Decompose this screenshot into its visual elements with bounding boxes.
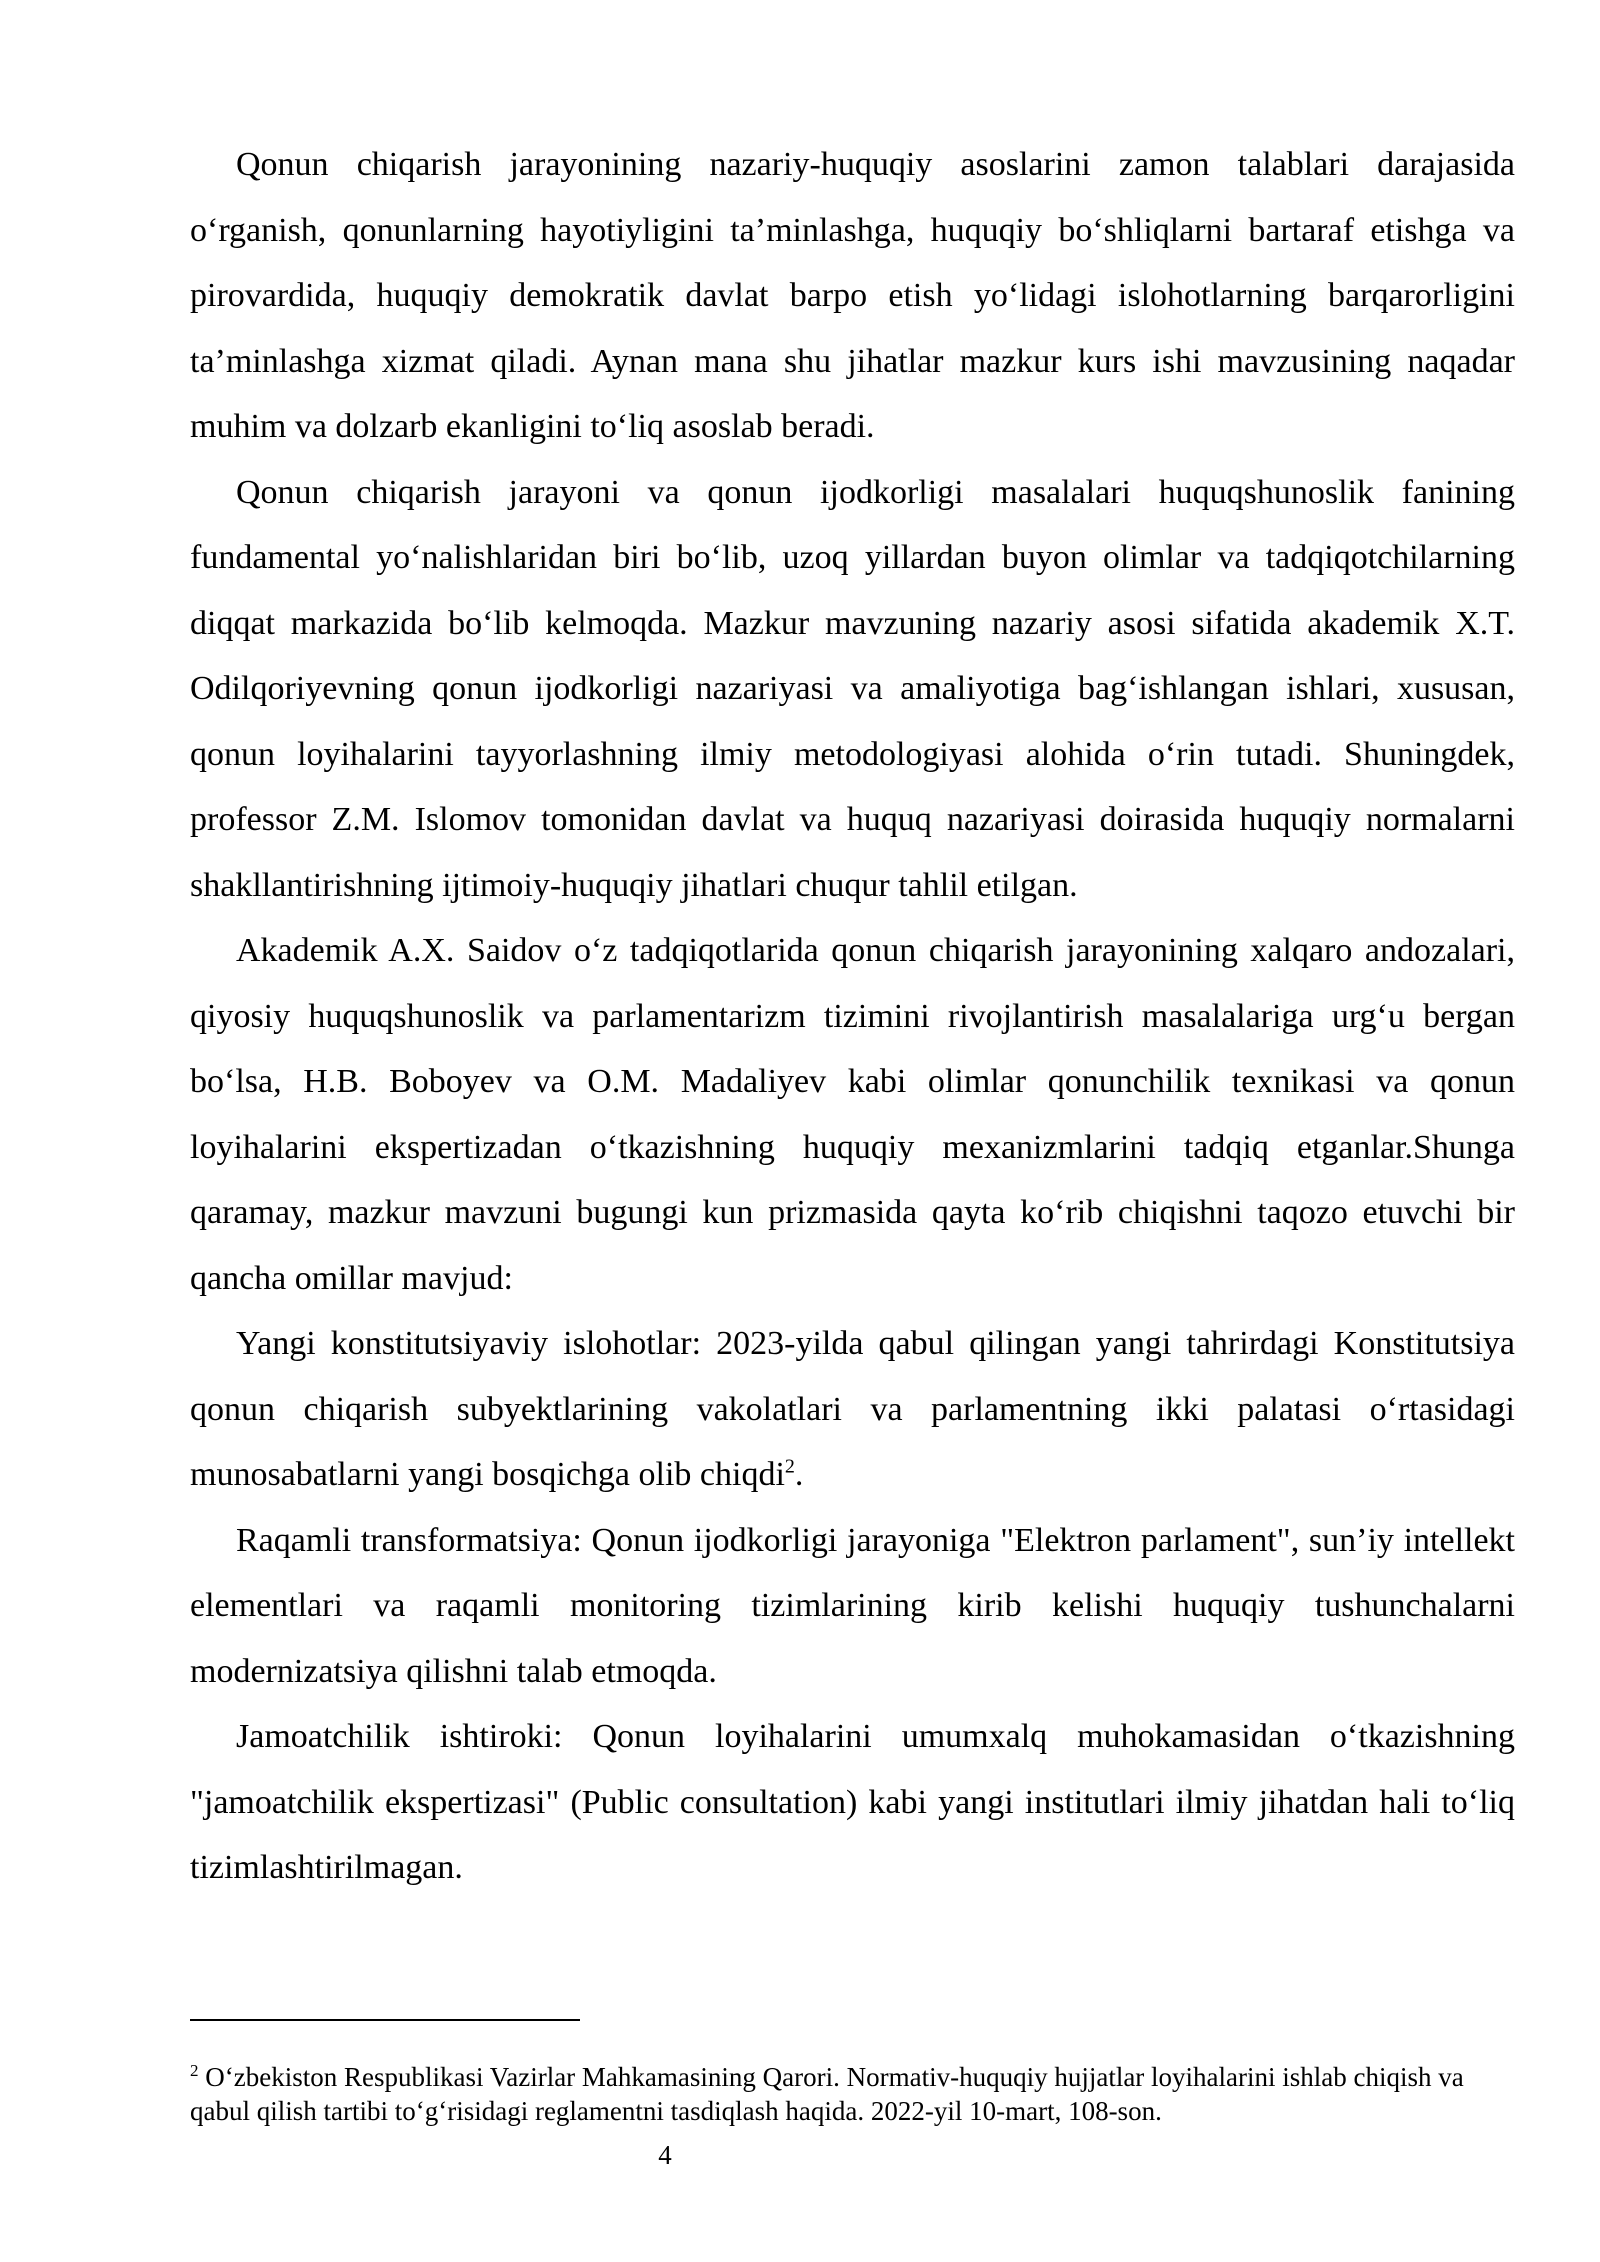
footnote-reference[interactable]: 2 <box>784 1455 795 1478</box>
paragraph-1 <box>190 132 1515 460</box>
paragraph-4-end: . <box>794 1456 804 1493</box>
paragraph-2-text: Qonun chiqarish jarayoni va qonun ijodkorligi masalalari huquqshunoslik fanining fundamental yoʻnalishlaridan biri boʻlib, uzoq yillardan buyon olimlar va tadqiqotchilarning diqqat markazida boʻlib kelmoqda. Mazkur mavzuning nazariy asosi sifatida akademik X.T. Odilqoriyevning qonun ijodkorligi nazariyasi va amaliyotiga bagʻishlangan ishlari, xususan, qonun loyihalarini tayyorlashning ilmiy metodologiyasi alohida oʻrin tutadi. Shuningdek, professor Z.M. Islomov tomonidan davlat va huquq nazariyasi doirasida huquqiy normalarni shakllantirishning ijtimoiy-huquqiy jihatlari chuqur tahlil etilgan. <box>190 473 1515 904</box>
body-text <box>190 132 1515 1901</box>
paragraph-5 <box>190 1508 1515 1705</box>
paragraph-4 <box>190 1311 1515 1508</box>
paragraph-6 <box>190 1704 1515 1901</box>
footnote-separator <box>190 2019 580 2021</box>
footnote-number: 2 <box>190 2061 199 2080</box>
paragraph-6-text: Jamoatchilik ishtiroki: Qonun loyihalarini umumxalq muhokamasidan oʻtkazishning "jamoatchilik ekspertizasi" (Public consultation) kabi yangi institutlari ilmiy jihatdan hali toʻliq tizimlashtirilmagan. <box>190 1718 1515 1886</box>
paragraph-3-text: Akademik A.X. Saidov oʻz tadqiqotlarida qonun chiqarish jarayonining xalqaro andozalari, qiyosiy huquqshunoslik va parlamentarizm tizimini rivojlantirish masalalariga urgʻu bergan boʻlsa, H.B. Boboyev va O.M. Madaliyev kabi olimlar qonunchilik texnikasi va qonun loyihalarini ekspertizadan oʻtkazishning huquqiy mexanizmlarini tadqiq etganlar.Shunga qaramay, mazkur mavzuni bugungi kun prizmasida qayta koʻrib chiqishni taqozo etuvchi bir qancha omillar mavjud: <box>190 932 1515 1297</box>
paragraph-3 <box>190 918 1515 1311</box>
footnote-text: Oʻzbekiston Respublikasi Vazirlar Mahkamasining Qarori. Normativ-huquqiy hujjatlar loyihalarini ishlab chiqish va qabul qilish tartibi toʻgʻrisidagi reglamentni tasdiqlash haqida. 2022-yil 10-mart, 108-son. <box>190 2062 1464 2126</box>
paragraph-2 <box>190 460 1515 919</box>
paragraph-1-text: Qonun chiqarish jarayonining nazariy-huquqiy asoslarini zamon talablari darajasida oʻrganish, qonunlarning hayotiyligini ta’minlashga, huquqiy boʻshliqlarni bartaraf etishga va pirovardida, huquqiy demokratik davlat barpo etish yoʻlidagi islohotlarning barqarorligini ta’minlashga xizmat qiladi. Aynan mana shu jihatlar mazkur kurs ishi mavzusining naqadar muhim va dolzarb ekanligini toʻliq asoslab beradi. <box>190 146 1515 445</box>
footnote <box>190 2060 1515 2128</box>
page-number: 4 <box>658 2140 672 2170</box>
paragraph-4-text: Yangi konstitutsiyaviy islohotlar: 2023-yilda qabul qilingan yangi tahrirdagi Konstitutsiya qonun chiqarish subyektlarining vakolatlari va parlamentning ikki palatasi oʻrtasidagi munosabatlarni yangi bosqichga olib chiqdi <box>190 1325 1515 1493</box>
paragraph-5-text: Raqamli transformatsiya: Qonun ijodkorligi jarayoniga "Elektron parlament", sun’iy intellekt elementlari va raqamli monitoring tizimlarining kirib kelishi huquqiy tushunchalarni modernizatsiya qilishni talab etmoqda. <box>190 1521 1515 1690</box>
